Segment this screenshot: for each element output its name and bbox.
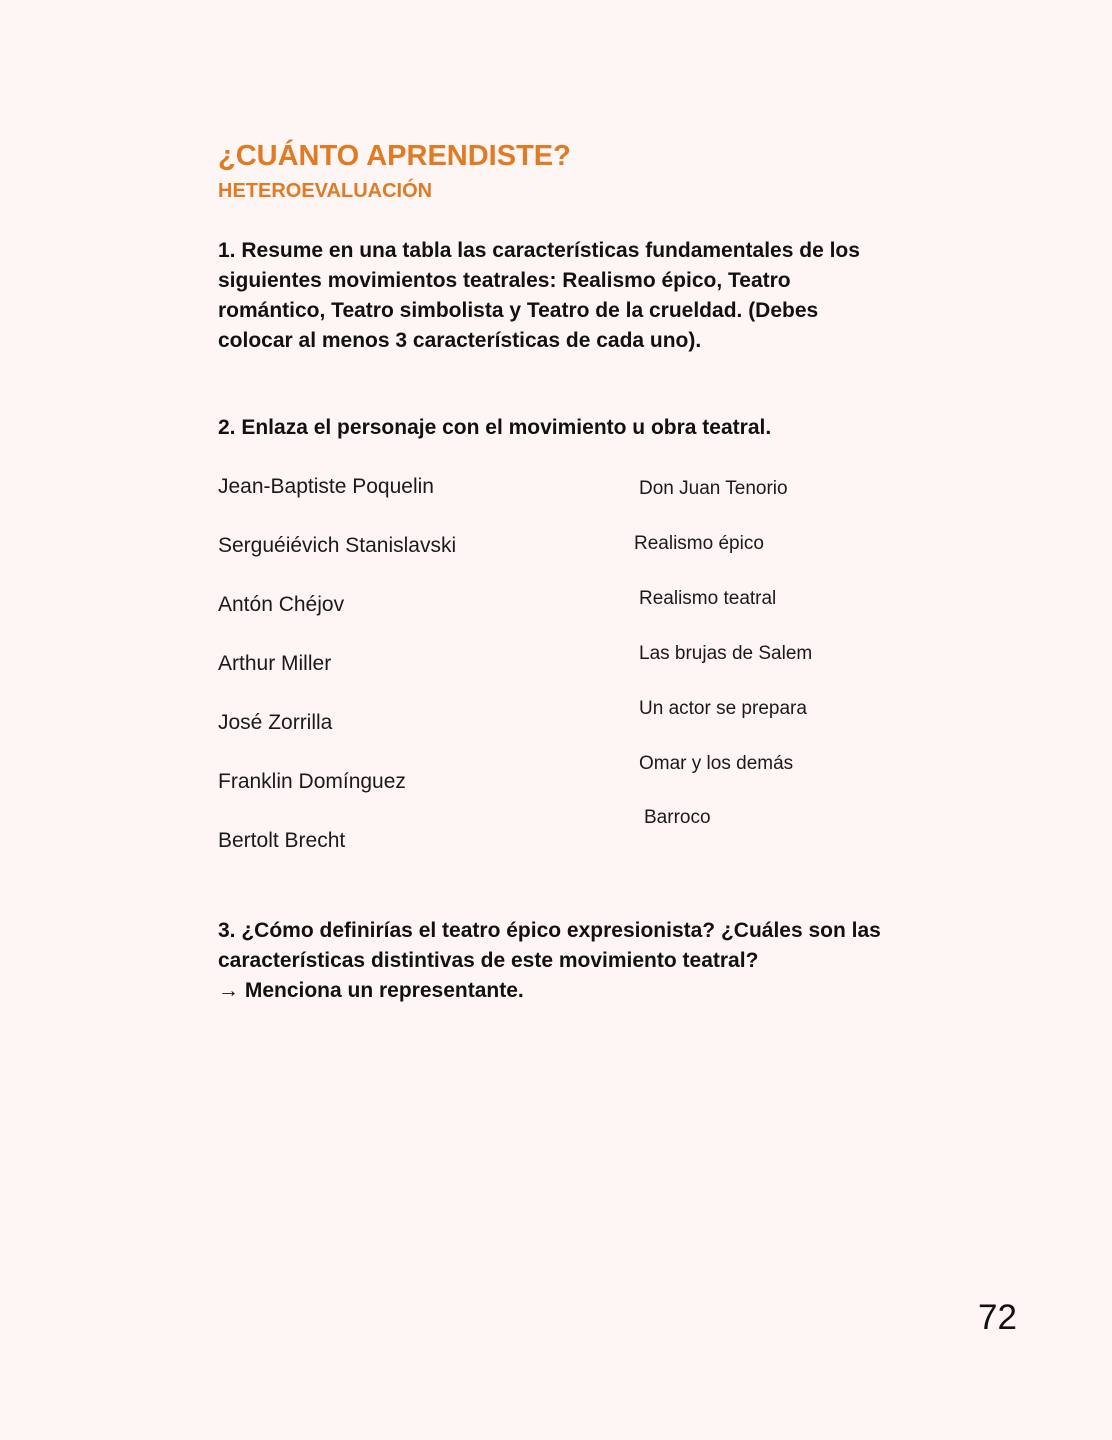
person-item: Jean-Baptiste Poquelin [218, 475, 434, 498]
person-item: Franklin Domínguez [218, 770, 406, 793]
question-3-text: 3. ¿Cómo definirías el teatro épico expresionista? ¿Cuáles son las características distintivas de este movimiento teatral? [218, 919, 881, 972]
work-item: Omar y los demás [639, 753, 794, 774]
question-2: 2. Enlaza el personaje con el movimiento u obra teatral. [218, 416, 772, 439]
person-item: Serguéiévich Stanislavski [218, 534, 457, 557]
page-title: ¿CUÁNTO APRENDISTE? [218, 140, 571, 172]
work-item: Realismo teatral [639, 588, 777, 609]
person-item: Arthur Miller [218, 652, 332, 675]
work-item: Don Juan Tenorio [639, 478, 788, 499]
work-item: Barroco [644, 807, 711, 828]
page-subtitle: HETEROEVALUACIÓN [218, 180, 433, 202]
page-number: 72 [978, 1298, 1017, 1337]
work-item: Realismo épico [634, 533, 764, 554]
work-item: Las brujas de Salem [639, 643, 813, 664]
person-item: José Zorrilla [218, 711, 333, 734]
work-item: Un actor se prepara [639, 698, 807, 719]
person-item: Bertolt Brecht [218, 829, 346, 852]
question-1: 1. Resume en una tabla las características fundamentales de los siguientes movimientos teatrales: Realismo épico, Teatro romántico, Teatro simbolista y Teatro de la crueldad. (Debes colocar al menos 3 características de cada uno). [218, 239, 860, 352]
question-3-instruction: → Menciona un representante. [218, 979, 524, 1002]
question-3 [218, 916, 898, 1006]
person-item: Antón Chéjov [218, 593, 345, 616]
